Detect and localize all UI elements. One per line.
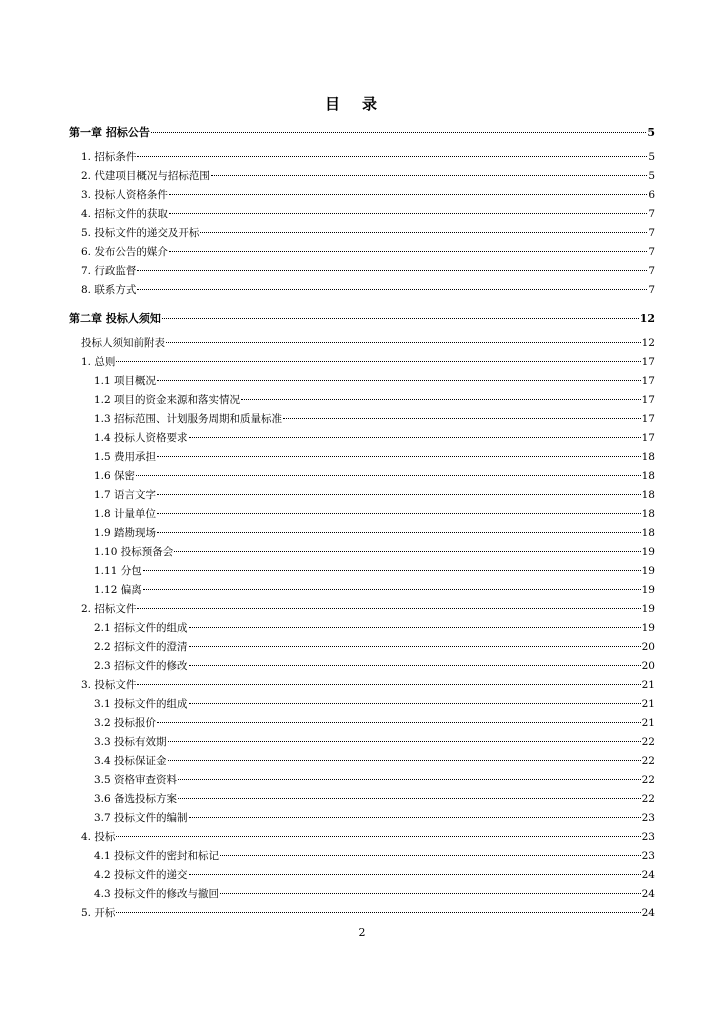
toc-page-number: 18 (641, 489, 655, 501)
dot-leader (116, 361, 640, 362)
toc-entry[interactable] (81, 169, 655, 184)
toc-label: 3. 投标文件 (81, 679, 137, 691)
toc-label: 1.6 保密 (94, 470, 136, 482)
dot-leader (157, 722, 641, 723)
toc-page-number: 21 (641, 679, 655, 691)
toc-label: 2.3 招标文件的修改 (94, 660, 188, 672)
toc-entry[interactable] (81, 906, 655, 921)
toc-entry[interactable] (94, 450, 655, 465)
dot-leader (162, 318, 639, 319)
toc-entry[interactable] (94, 887, 655, 902)
dot-leader (200, 232, 647, 233)
toc-label: 3. 投标人资格条件 (81, 189, 168, 201)
toc-title: 目录 (324, 95, 399, 113)
toc-label: 1. 招标条件 (81, 151, 137, 163)
toc-label: 投标人须知前附表 (81, 337, 165, 349)
toc-entry[interactable] (94, 697, 655, 712)
toc-page-number: 21 (641, 717, 655, 729)
dot-leader (157, 513, 641, 514)
toc-label: 1.1 项目概况 (94, 375, 157, 387)
dot-leader (189, 437, 641, 438)
toc-label: 4.3 投标文件的修改与撤回 (94, 888, 220, 900)
toc-page-number: 7 (648, 284, 655, 296)
toc-label: 5. 开标 (81, 907, 116, 919)
toc-label: 1.7 语言文字 (94, 489, 157, 501)
toc-entry[interactable] (81, 226, 655, 241)
toc-entry[interactable] (81, 188, 655, 203)
toc-entry[interactable] (81, 336, 655, 351)
toc-label: 1.12 偏离 (94, 584, 142, 596)
dot-leader (178, 798, 641, 799)
dot-leader (189, 627, 641, 628)
toc-page-number: 19 (641, 622, 655, 634)
dot-leader (189, 665, 641, 666)
toc-entry[interactable] (94, 564, 655, 579)
toc-page-number: 7 (648, 246, 655, 258)
dot-leader (137, 684, 640, 685)
toc-entry[interactable] (94, 621, 655, 636)
toc-entry[interactable] (94, 545, 655, 560)
toc-label: 2. 代建项目概况与招标范围 (81, 170, 210, 182)
toc-label: 第一章 招标公告 (69, 126, 150, 139)
dot-leader (136, 475, 641, 476)
dot-leader (189, 817, 641, 818)
toc-label: 1.9 踏勘现场 (94, 527, 157, 539)
toc-entry[interactable] (94, 849, 655, 864)
toc-entry[interactable] (94, 412, 655, 427)
toc-page-number: 17 (641, 375, 655, 387)
dot-leader (220, 855, 641, 856)
toc-entry[interactable] (94, 659, 655, 674)
toc-label: 2.1 招标文件的组成 (94, 622, 188, 634)
toc-label: 1.4 投标人资格要求 (94, 432, 188, 444)
dot-leader (166, 342, 641, 343)
toc-entry[interactable] (94, 868, 655, 883)
dot-leader (151, 132, 647, 133)
dot-leader (169, 194, 647, 195)
dot-leader (189, 874, 641, 875)
toc-page-number: 5 (648, 170, 655, 182)
toc-entry[interactable] (94, 393, 655, 408)
toc-label: 5. 投标文件的递交及开标 (81, 227, 200, 239)
toc-label: 3.2 投标报价 (94, 717, 157, 729)
toc-page-number: 19 (641, 603, 655, 615)
toc-entry[interactable] (81, 150, 655, 165)
dot-leader (137, 156, 647, 157)
dot-leader (157, 456, 641, 457)
toc-page-number: 20 (641, 641, 655, 653)
toc-label: 1.10 投标预备会 (94, 546, 174, 558)
toc-label: 1. 总则 (81, 356, 116, 368)
toc-page-number: 21 (641, 698, 655, 710)
dot-leader (189, 646, 641, 647)
toc-entry[interactable] (81, 678, 655, 693)
dot-leader (174, 551, 640, 552)
toc-page-number: 6 (648, 189, 655, 201)
dot-leader (168, 741, 641, 742)
toc-page-number: 22 (641, 755, 655, 767)
toc-entry[interactable] (94, 526, 655, 541)
toc-page-number: 22 (641, 736, 655, 748)
toc-label: 8. 联系方式 (81, 284, 137, 296)
toc-page-number: 24 (641, 869, 655, 881)
dot-leader (116, 836, 640, 837)
toc-page-number: 24 (641, 888, 655, 900)
toc-page-number: 12 (639, 312, 655, 325)
toc-entry[interactable] (81, 602, 655, 617)
toc-label: 3.7 投标文件的编制 (94, 812, 188, 824)
toc-entry[interactable] (81, 355, 655, 370)
toc-label: 2.2 招标文件的澄清 (94, 641, 188, 653)
dot-leader (189, 703, 641, 704)
toc-page-number: 23 (641, 850, 655, 862)
toc-chapter[interactable] (69, 125, 655, 140)
toc-entry[interactable] (81, 830, 655, 845)
dot-leader (157, 494, 641, 495)
toc-label: 6. 发布公告的媒介 (81, 246, 168, 258)
toc-label: 3.3 投标有效期 (94, 736, 167, 748)
toc-page-number: 19 (641, 565, 655, 577)
toc-page-number: 12 (641, 337, 655, 349)
toc-entry[interactable] (94, 754, 655, 769)
toc-chapter[interactable] (69, 311, 655, 326)
toc-entry[interactable] (81, 283, 655, 298)
toc-label: 1.2 项目的资金来源和落实情况 (94, 394, 241, 406)
toc-entry[interactable] (94, 640, 655, 655)
toc-label: 1.3 招标范围、计划服务周期和质量标准 (94, 413, 283, 425)
toc-page-number: 18 (641, 451, 655, 463)
dot-leader (143, 570, 641, 571)
dot-leader (178, 779, 641, 780)
toc-page-number: 23 (641, 812, 655, 824)
toc-entry[interactable] (94, 507, 655, 522)
toc-page-number: 18 (641, 527, 655, 539)
toc-entry[interactable] (94, 773, 655, 788)
toc-label: 4.2 投标文件的递交 (94, 869, 188, 881)
toc-label: 4. 投标 (81, 831, 116, 843)
toc-label: 3.4 投标保证金 (94, 755, 167, 767)
toc-label: 4. 招标文件的获取 (81, 208, 168, 220)
toc-entry[interactable] (81, 264, 655, 279)
dot-leader (137, 270, 647, 271)
toc-label: 1.8 计量单位 (94, 508, 157, 520)
toc-page-number: 18 (641, 470, 655, 482)
toc-entry[interactable] (94, 469, 655, 484)
dot-leader (283, 418, 641, 419)
toc-page-number: 17 (641, 356, 655, 368)
toc-entry[interactable] (94, 374, 655, 389)
toc-page-number: 22 (641, 793, 655, 805)
toc-label: 3.6 备选投标方案 (94, 793, 178, 805)
dot-leader (168, 760, 641, 761)
toc-page-number: 24 (641, 907, 655, 919)
toc-page-number: 7 (648, 208, 655, 220)
toc-page-number: 19 (641, 584, 655, 596)
dot-leader (157, 380, 641, 381)
toc-page-number: 17 (641, 394, 655, 406)
toc-entry[interactable] (81, 207, 655, 222)
toc-entry[interactable] (81, 245, 655, 260)
toc-entry[interactable] (94, 583, 655, 598)
toc-page-number: 5 (647, 126, 655, 139)
toc-page-number: 7 (648, 265, 655, 277)
toc-page-number: 7 (648, 227, 655, 239)
toc-page-number: 20 (641, 660, 655, 672)
toc-label: 1.11 分包 (94, 565, 142, 577)
dot-leader (241, 399, 641, 400)
dot-leader (211, 175, 647, 176)
toc-page-number: 5 (648, 151, 655, 163)
toc-label: 3.1 投标文件的组成 (94, 698, 188, 710)
toc-page-number: 18 (641, 508, 655, 520)
toc-page-number: 23 (641, 831, 655, 843)
dot-leader (169, 213, 647, 214)
toc-entry[interactable] (94, 735, 655, 750)
dot-leader (157, 532, 641, 533)
toc-label: 2. 招标文件 (81, 603, 137, 615)
dot-leader (116, 912, 640, 913)
toc-label: 4.1 投标文件的密封和标记 (94, 850, 220, 862)
toc-entry[interactable] (94, 811, 655, 826)
toc-label: 7. 行政监督 (81, 265, 137, 277)
dot-leader (169, 251, 647, 252)
dot-leader (143, 589, 641, 590)
toc-label: 第二章 投标人须知 (69, 312, 161, 325)
toc-label: 1.5 费用承担 (94, 451, 157, 463)
toc-label: 3.5 资格审查资料 (94, 774, 178, 786)
page-footer-number: 2 (358, 926, 366, 939)
toc-entry[interactable] (94, 792, 655, 807)
toc-entry[interactable] (94, 716, 655, 731)
toc-page-number: 22 (641, 774, 655, 786)
dot-leader (137, 608, 640, 609)
toc-page-number: 17 (641, 432, 655, 444)
toc-page-number: 19 (641, 546, 655, 558)
toc-entry[interactable] (94, 431, 655, 446)
dot-leader (220, 893, 641, 894)
toc-entry[interactable] (94, 488, 655, 503)
toc-page-number: 17 (641, 413, 655, 425)
dot-leader (137, 289, 647, 290)
